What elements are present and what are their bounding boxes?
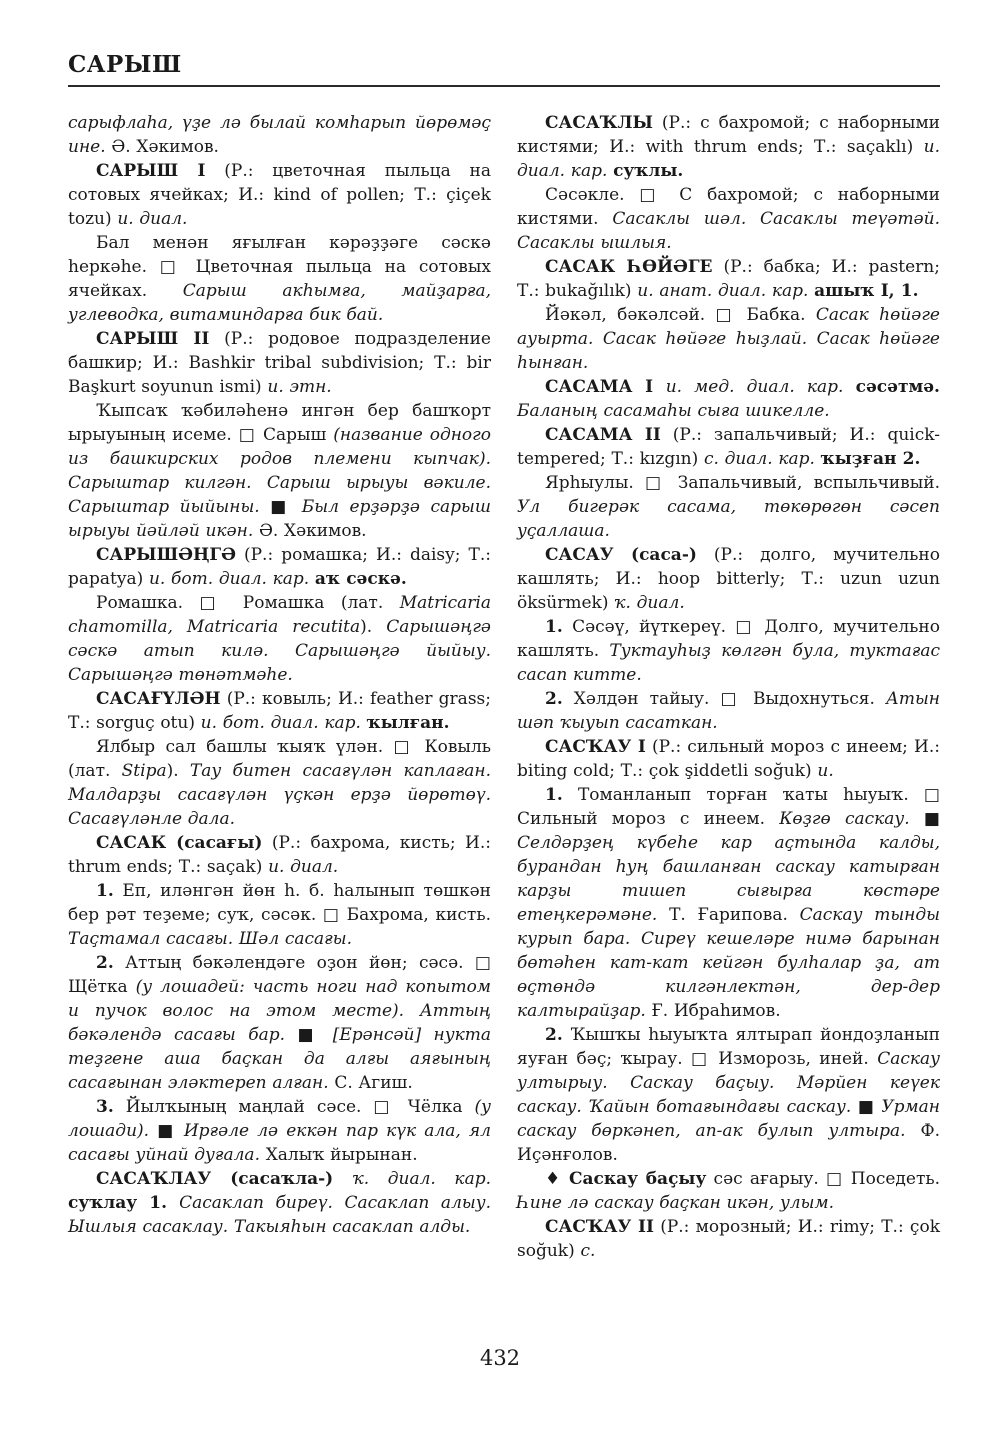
right-column (517, 111, 940, 1263)
dict-text-segment: Көҙгө саскау. (779, 809, 924, 830)
dict-paragraph (517, 615, 940, 687)
dict-paragraph (517, 111, 940, 183)
dict-text-segment: Һине лә саскау баҫкан икән, улым. (517, 1193, 834, 1214)
dict-text-segment: ♦ (545, 1169, 569, 1190)
dict-text-segment: ҡыҙған 2. (820, 449, 921, 470)
dict-text-segment: Т. Ғарипова. (669, 905, 800, 926)
header-rule (68, 85, 940, 87)
dict-text-segment: с. диал. кар. (703, 449, 821, 470)
dict-text-segment: ҡ. диал. кар. (352, 1169, 491, 1190)
dict-paragraph (517, 183, 940, 255)
dict-paragraph (517, 1215, 940, 1263)
dict-paragraph (517, 375, 940, 423)
dict-paragraph (517, 543, 940, 615)
dict-paragraph (68, 951, 491, 1095)
dict-text-segment: ашыҡ I, 1. (814, 281, 919, 302)
dict-text-segment: 2. (545, 689, 563, 710)
dict-text-segment: Йылҡының маңлай сәсе. □ Чёлка (113, 1097, 475, 1118)
dict-text-segment: суҡлау 1. (68, 1193, 180, 1214)
dict-text-segment: (Р.: запальчивый; И.: quick-tempered; Т.: kızgın) (517, 425, 940, 470)
dict-text-segment: Саскау тынды курып бара. Сиреү кешеләре нимә барынан бөтәһен кат-кат кейгән булһалар ҙа, ат өҫтөндә килгәнлектән, дер-дер калтырайҙар. (517, 905, 940, 1022)
dict-text-segment: Еп, иләнгән йөн һ. б. һалынып төшкән бер рәт теҙеме; суҡ, сәсәк. □ Бахрома, кисть. (68, 881, 491, 926)
page-number: 432 (479, 1346, 521, 1370)
dict-paragraph (68, 111, 491, 159)
dict-text-segment: Баланың сасамаһы сыға шикелле. (517, 401, 830, 422)
dict-text-segment: (Р.: морозный; И.: rimy; Т.: çok soğuk) (517, 1217, 940, 1262)
dict-text-segment: Бал менән яғылған кәрәҙҙәге сәскә һеркәһе. □ Цветочная пыльца на сотовых ячейках. (68, 233, 491, 302)
dict-text-segment: ■ (923, 809, 940, 830)
dict-text-segment: Урман саскау бөркәнеп, ап-ак булып ултыра. (517, 1097, 940, 1142)
dict-text-segment: Ҡыпсаҡ ҡәбиләһенә ингән бер башҡорт ырыуының исеме. □ Сарыш (68, 401, 491, 446)
dict-paragraph (68, 831, 491, 879)
dict-text-segment: 1. (96, 881, 114, 902)
dict-text-segment: Аттың бәкәлендәге оҙон йөн; сәсә. □ Щётка (68, 953, 491, 998)
dict-paragraph (517, 1167, 940, 1215)
dict-text-segment: и. бот. диал. кар. (148, 569, 315, 590)
dict-text-segment: суҡлы. (613, 161, 684, 182)
dict-text-segment: Атын шәп ҡыуып сасаткан. (517, 689, 940, 734)
dict-text-segment: Ирғәле лә еккән пар күк ала, ял сасағы уйнай дуғала. (68, 1121, 491, 1166)
dict-text-segment: аҡ сәскә. (314, 569, 407, 590)
dict-text-segment: Ф. Иҫәнғолов. (517, 1121, 940, 1166)
dict-paragraph (517, 783, 940, 1023)
dict-text-segment: и. этн. (267, 377, 332, 398)
dict-paragraph (68, 1095, 491, 1167)
dict-text-segment: САСАМА II (545, 425, 661, 446)
dict-text-segment: (у лошадей: часть ноги над копытом и пучок волос на этом месте). Аттың бәкәлендә сасағы бар. (68, 977, 491, 1046)
dict-text-segment: сәсәтмә. (855, 377, 940, 398)
dict-text-segment: Йәкәл, бәкәлсәй. □ Бабка. (545, 305, 816, 326)
dict-text-segment: и. диал. кар. (517, 137, 940, 182)
dict-text-segment: и. бот. диал. кар. (200, 713, 367, 734)
dict-text-segment: и. (817, 761, 834, 782)
dict-text-segment: САСАҒҮЛӘН (96, 689, 221, 710)
dict-text-segment: 2. (96, 953, 114, 974)
dict-paragraph (68, 687, 491, 735)
dict-text-segment: Халыҡ йырынан. (265, 1145, 418, 1166)
text-columns (68, 111, 940, 1263)
dict-text-segment: (Р.: ромашка; И.: daisy; Т.: papatya) (68, 545, 491, 590)
dict-text-segment: Сарыш акһымға, майҙарға, углеводка, витаминдарға бик бай. (68, 281, 491, 326)
dict-text-segment: САСҠАУ I (545, 737, 646, 758)
dict-paragraph (68, 399, 491, 543)
dict-text-segment: сарыфлаһа, үҙе лә былай комһарып йөрөмәҫ ине. (68, 113, 491, 158)
dict-text-segment: и. анат. диал. кар. (637, 281, 815, 302)
dict-paragraph (68, 591, 491, 687)
dict-text-segment: Томанланып торған ҡаты һыуыҡ. □ Сильный мороз с инеем. (517, 785, 940, 830)
dict-text-segment: ■ (270, 497, 302, 518)
dict-text-segment: САСАҠЛЫ (545, 113, 653, 134)
dict-text-segment: 1. (545, 785, 563, 806)
dict-text-segment: ). (166, 761, 190, 782)
dict-text-segment: Ҡышҡы һыуыҡта ялтырап йондоҙланып яуған бәҫ; ҡырау. □ Изморозь, иней. (517, 1025, 940, 1070)
dict-text-segment: Ғ. Ибраһимов. (651, 1001, 781, 1022)
dict-paragraph (517, 471, 940, 543)
dict-text-segment: Саскау ултырыу. Саскау баҫыу. Мәрйен кеүек саскау. Ҡайын ботағындағы саскау. (517, 1049, 940, 1118)
dict-text-segment: Ялбыр сал башлы ҡыяҡ үлән. □ Ковыль (лат. (68, 737, 491, 782)
dict-text-segment: САРЫШӘҢГӘ (96, 545, 236, 566)
dict-text-segment: и. диал. (268, 857, 339, 878)
dict-text-segment: Таҫтамал сасағы. Шәл сасағы. (68, 929, 353, 950)
dict-text-segment: (Р.: сильный мороз с инеем; И.: biting cold; Т.: çok şiddetli soğuk) (517, 737, 940, 782)
dict-text-segment: (Р.: родовое подразделение башкир; И.: Bashkir tribal subdivision; Т.: bir Başkurt soyunun ismi) (68, 329, 491, 398)
dict-paragraph (517, 735, 940, 783)
dict-text-segment: ҡ. диал. (614, 593, 685, 614)
dict-text-segment: Matricaria chamomilla, Matricaria recutita (68, 593, 491, 638)
dict-text-segment: (Р.: цветочная пыльца на сотовых ячейках; И.: kind of pollen; Т.: çiçek tozu) (68, 161, 491, 230)
dict-text-segment: С. Агиш. (334, 1073, 413, 1094)
dict-text-segment: Сасаклап биреү. Сасаклап алыу. Ышлыя сасаклау. Такыяһын сасаклап алды. (68, 1193, 491, 1238)
dict-text-segment: 3. (96, 1097, 114, 1118)
dict-text-segment: (Р.: ковыль; И.: feather grass; Т.: sorguç otu) (68, 689, 491, 734)
dict-text-segment: (название одного из башкирских родов племени кыпчак). Сарыштар килгән. Сарыш ырыуы вәкиле. Сарыштар йыйыны. (68, 425, 491, 518)
dict-text-segment: Ул бигерәк сасама, төкөрөгөн сәсеп уҫаллаша. (517, 497, 940, 542)
dict-text-segment: сәс ағарыу. □ Поседеть. (706, 1169, 941, 1190)
dict-paragraph (517, 423, 940, 471)
dict-text-segment: (Р.: долго, мучительно кашлять; И.: hoop bitterly; Т.: uzun uzun öksürmek) (517, 545, 940, 614)
dict-text-segment: Ә. Хәкимов. (258, 521, 367, 542)
dict-text-segment: ■ (157, 1121, 184, 1142)
dict-paragraph (68, 879, 491, 951)
dict-paragraph (68, 543, 491, 591)
dict-text-segment: Stipa (121, 761, 167, 782)
dict-text-segment: (Р.: с бахромой; с наборными кистями; И.: with thrum ends; Т.: saçaklı) (517, 113, 940, 158)
dict-text-segment: Сасак һөйәге ауырта. Сасак һөйәге һыҙлай. Сасак һөйәге һынған. (517, 305, 940, 374)
dict-text-segment: САСАК (сасағы) (96, 833, 263, 854)
dict-text-segment: Был ерҙәрҙә сарыш ырыуы йәйләй икән. (68, 497, 491, 542)
dict-text-segment: Туктауһыҙ көлгән була, туктағас сасап китте. (517, 641, 940, 686)
dict-text-segment: САСҠАУ II (545, 1217, 654, 1238)
dict-text-segment: САСАҠЛАУ (сасаҡла-) (96, 1169, 353, 1190)
dict-text-segment: (у лошади). (68, 1097, 491, 1142)
dict-text-segment: Сарышәңгә сәскә атып килә. Сарышәңгә йыйыу. Сарышәңгә төнәтмәһе. (68, 617, 491, 686)
dict-text-segment: 2. (545, 1025, 563, 1046)
dict-text-segment: САРЫШ I (96, 161, 206, 182)
left-column (68, 111, 491, 1263)
dict-text-segment: и. диал. (117, 209, 188, 230)
dict-text-segment: Хәлдән тайыу. □ Выдохнуться. (562, 689, 886, 710)
dict-text-segment: Сәсәкле. □ С бахромой; с наборными кистями. (517, 185, 940, 230)
dict-text-segment: САРЫШ II (96, 329, 210, 350)
dict-paragraph (68, 735, 491, 831)
dict-paragraph (517, 303, 940, 375)
dict-text-segment: 1. (545, 617, 563, 638)
dict-paragraph (68, 327, 491, 399)
dict-paragraph (517, 255, 940, 303)
dict-text-segment: и. мед. диал. кар. (665, 377, 856, 398)
running-head: САРЫШ (68, 51, 182, 78)
dict-text-segment: ). (360, 617, 387, 638)
dict-text-segment: ■ (857, 1097, 882, 1118)
dict-paragraph (517, 687, 940, 735)
dict-text-segment: Ә. Хәкимов. (105, 137, 219, 158)
dict-text-segment: Тау битен сасағүлән каплаған. Малдарҙы сасағүлән үҫкән ерҙә йөрөтөү. Сасағүләнле дала. (68, 761, 491, 830)
dict-text-segment: Селдәрҙең күбеһе кар аҫтында калды, бурандан һуң башланған саскау катырған карҙы тишеп сығырға көстәре етеңкерәмәне. (517, 833, 940, 926)
dict-text-segment: Сасаклы шәл. Сасаклы теүәтәй. Сасаклы ышлыя. (517, 209, 940, 254)
dict-text-segment: Саскау баҫыу (568, 1169, 707, 1190)
dict-paragraph (68, 159, 491, 231)
dict-text-segment: Ромашка. □ Ромашка (лат. (96, 593, 400, 614)
dict-text-segment: [Ерәнсәй] нукта теҙгене аша баҫкан да алғы аяғының сасағынан эләктереп алған. (68, 1025, 491, 1094)
dict-paragraph (68, 231, 491, 327)
dict-text-segment: ҡылған. (366, 713, 450, 734)
dict-text-segment: САСАУ (саса-) (545, 545, 697, 566)
dict-text-segment: Ярһыулы. □ Запальчивый, вспыльчивый. (545, 473, 940, 494)
dict-text-segment: САСАК ҺӨЙӘГЕ (545, 257, 713, 278)
dict-text-segment: ■ (297, 1025, 333, 1046)
dict-text-segment: САСАМА I (545, 377, 666, 398)
dict-text-segment: (Р.: бахрома, кисть; И.: thrum ends; Т.: saçak) (68, 833, 491, 878)
dict-paragraph (68, 1167, 491, 1239)
dict-text-segment: с. (580, 1241, 596, 1262)
dict-paragraph (517, 1023, 940, 1167)
dict-text-segment: Сәсәү, йүткереү. □ Долго, мучительно кашлять. (517, 617, 940, 662)
dict-text-segment: (Р.: бабка; И.: pastern; Т.: bukağılık) (517, 257, 940, 302)
